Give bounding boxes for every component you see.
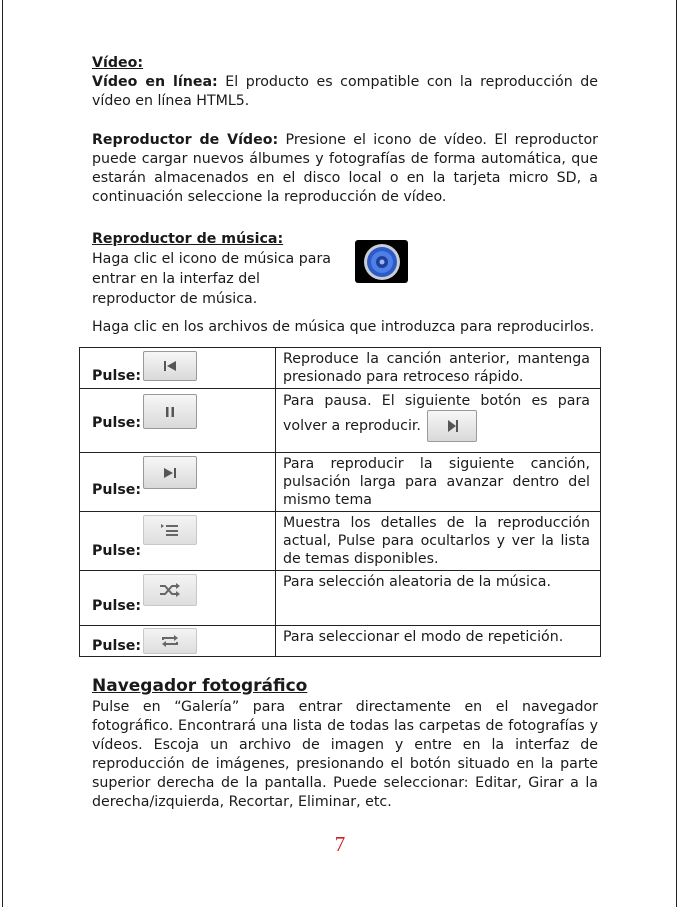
video-player-text: Presione el icono de vídeo. El reproductor puede cargar nuevos álbumes y fotografías de forma automática, que estarán almacenados en el disco local o en la tarjeta micro SD, a continuación seleccione la reproducción de vídeo.	[92, 132, 598, 205]
gallery-section	[92, 676, 598, 812]
video-player-label: Reproductor de Vídeo:	[92, 132, 279, 148]
control-description: Para seleccionar el modo de repetición.	[276, 626, 601, 657]
video-player-paragraph	[92, 131, 598, 207]
play-icon	[427, 410, 477, 442]
page-border-right	[676, 0, 677, 907]
control-description: Para pausa. El siguiente botón es para volver a reproducir.	[283, 393, 590, 434]
pulse-label: Pulse:	[92, 368, 142, 384]
gallery-heading: Navegador fotográfico	[92, 676, 308, 696]
control-description: Reproduce la canción anterior, mantenga presionado para retroceso rápido.	[276, 348, 601, 389]
table-row	[80, 453, 601, 512]
next-track-icon	[143, 456, 197, 489]
online-video-text: El producto es compatible con la reproducción de vídeo en línea HTML5.	[92, 74, 599, 109]
pulse-label: Pulse:	[92, 415, 142, 431]
gallery-text: Pulse en “Galería” para entrar directamente en el navegador fotográfico. Encontrará una lista de todas las carpetas de fotografías y vídeos. Escoja un archivo de imagen y entre en la interfaz de reproducción de imágenes, presionando el botón situado en la parte superior derecha de la pantalla. Puede seleccionar: Editar, Girar a la derecha/izquierda, Recortar, Eliminar, etc.	[92, 699, 598, 810]
table-row	[80, 389, 601, 453]
table-row	[80, 348, 601, 389]
page-border-left	[2, 0, 3, 907]
music-section	[92, 229, 332, 309]
speaker-icon	[355, 240, 408, 283]
playlist-icon	[143, 515, 197, 545]
control-description: Para reproducir la siguiente canción, pulsación larga para avanzar dentro del mismo tema	[276, 453, 601, 512]
pulse-label: Pulse:	[92, 482, 142, 498]
music-files-line: Haga clic en los archivos de música que introduzca para reproducirlos.	[92, 319, 595, 335]
pulse-label: Pulse:	[92, 598, 142, 614]
music-heading: Reproductor de música:	[92, 231, 284, 247]
table-row	[80, 626, 601, 657]
video-section	[92, 54, 598, 111]
control-description: Para selección aleatoria de la música.	[276, 571, 601, 626]
pause-icon	[143, 394, 197, 429]
pulse-label: Pulse:	[92, 543, 142, 559]
player-controls-table	[79, 347, 601, 657]
online-video-paragraph	[92, 73, 598, 111]
previous-track-icon	[143, 351, 197, 381]
video-heading: Vídeo:	[92, 55, 144, 71]
table-row	[80, 571, 601, 626]
pulse-label: Pulse:	[92, 638, 142, 654]
online-video-label: Vídeo en línea:	[92, 74, 218, 90]
shuffle-icon	[143, 574, 197, 606]
control-description: Muestra los detalles de la reproducción actual, Pulse para ocultarlos y ver la lista de temas disponibles.	[276, 512, 601, 571]
page-number: 7	[334, 832, 346, 856]
table-row	[80, 512, 601, 571]
repeat-icon	[143, 628, 197, 654]
music-intro-text: Haga clic el icono de música para entrar en la interfaz del reproductor de música.	[92, 251, 331, 307]
